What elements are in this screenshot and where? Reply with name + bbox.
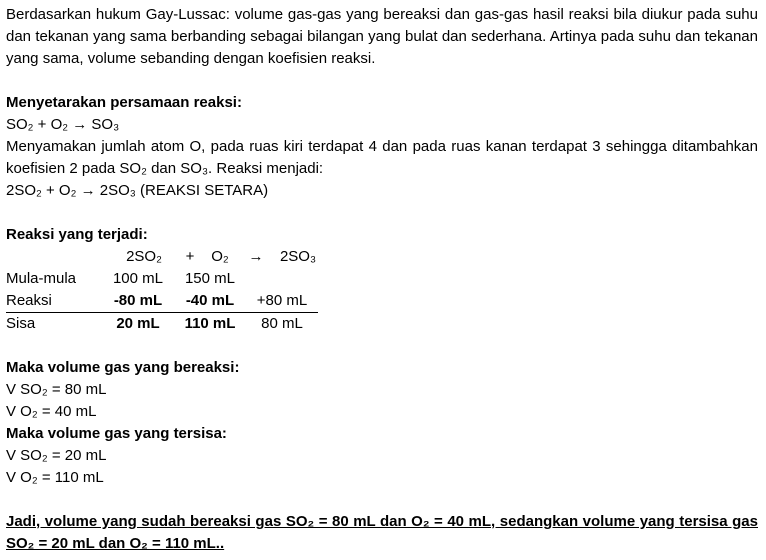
- species-plus: +: [185, 248, 195, 265]
- balancing-explanation: Menyamakan jumlah atom O, pada ruas kiri terdapat 4 dan pada ruas kanan terdapat 3 sehingga ditambahkan koefisien 2 pada SO₂ dan SO₃. Reaksi menjadi:: [6, 138, 758, 177]
- row-label: Mula-mula: [6, 270, 77, 287]
- remaining-so2: V SO₂ = 20 mL: [6, 447, 107, 464]
- spacer: [6, 335, 758, 357]
- remaining-o2: V O₂ = 110 mL: [6, 469, 104, 486]
- cell-o2: 110 mL: [184, 315, 236, 332]
- reacted-so2: V SO₂ = 80 mL: [6, 381, 107, 398]
- solution-document: [6, 4, 758, 555]
- cell-so3: [246, 268, 318, 290]
- species-so2: 2SO₂: [126, 248, 162, 265]
- spacer: [6, 202, 758, 224]
- row-label: Sisa: [6, 315, 36, 332]
- cell-so3: +80 mL: [246, 290, 318, 313]
- species-row: [6, 246, 322, 268]
- cell-so2: 20 mL: [116, 315, 160, 332]
- reaction-table: [6, 246, 322, 268]
- balanced-equation: 2SO₂ + O₂ → 2SO₃ (REAKSI SETARA): [6, 182, 269, 199]
- reaction-values-table: [6, 268, 318, 335]
- reacted-o2: V O₂ = 40 mL: [6, 403, 97, 420]
- cell-so2: -80 mL: [102, 290, 174, 313]
- row-sisa: [6, 313, 318, 336]
- cell-so3: 80 mL: [261, 315, 303, 332]
- remaining-heading: Maka volume gas yang tersisa:: [6, 425, 227, 442]
- spacer: [6, 489, 758, 511]
- row-reaksi: [6, 290, 318, 313]
- unbalanced-equation: SO₂ + O₂ → SO₃: [6, 116, 120, 133]
- species-so3: 2SO₃: [279, 248, 317, 265]
- row-mula-mula: [6, 268, 318, 290]
- reaction-heading: Reaksi yang terjadi:: [6, 226, 148, 243]
- species-arrow: →: [248, 248, 264, 265]
- intro-paragraph: Berdasarkan hukum Gay-Lussac: volume gas-gas yang bereaksi dan gas-gas hasil reaksi bila diukur pada suhu dan tekanan yang sama berbanding sebagai bilangan yang bulat dan sederhana. Artinya pada suhu dan tekanan yang sama, volume sebanding dengan koefisien reaksi.: [6, 6, 758, 67]
- species-o2: O₂: [211, 248, 229, 265]
- cell-o2: -40 mL: [174, 290, 246, 313]
- spacer: [6, 70, 758, 92]
- reacted-heading: Maka volume gas yang bereaksi:: [6, 359, 240, 376]
- balancing-heading: Menyetarakan persamaan reaksi:: [6, 94, 242, 111]
- conclusion: Jadi, volume yang sudah bereaksi gas SO₂ = 80 mL dan O₂ = 40 mL, sedangkan volume yang tersisa gas SO₂ = 20 mL dan O₂ = 110 mL..: [6, 513, 758, 552]
- cell-so2: 100 mL: [112, 270, 164, 287]
- cell-o2: 150 mL: [184, 270, 236, 287]
- row-label: Reaksi: [6, 290, 102, 313]
